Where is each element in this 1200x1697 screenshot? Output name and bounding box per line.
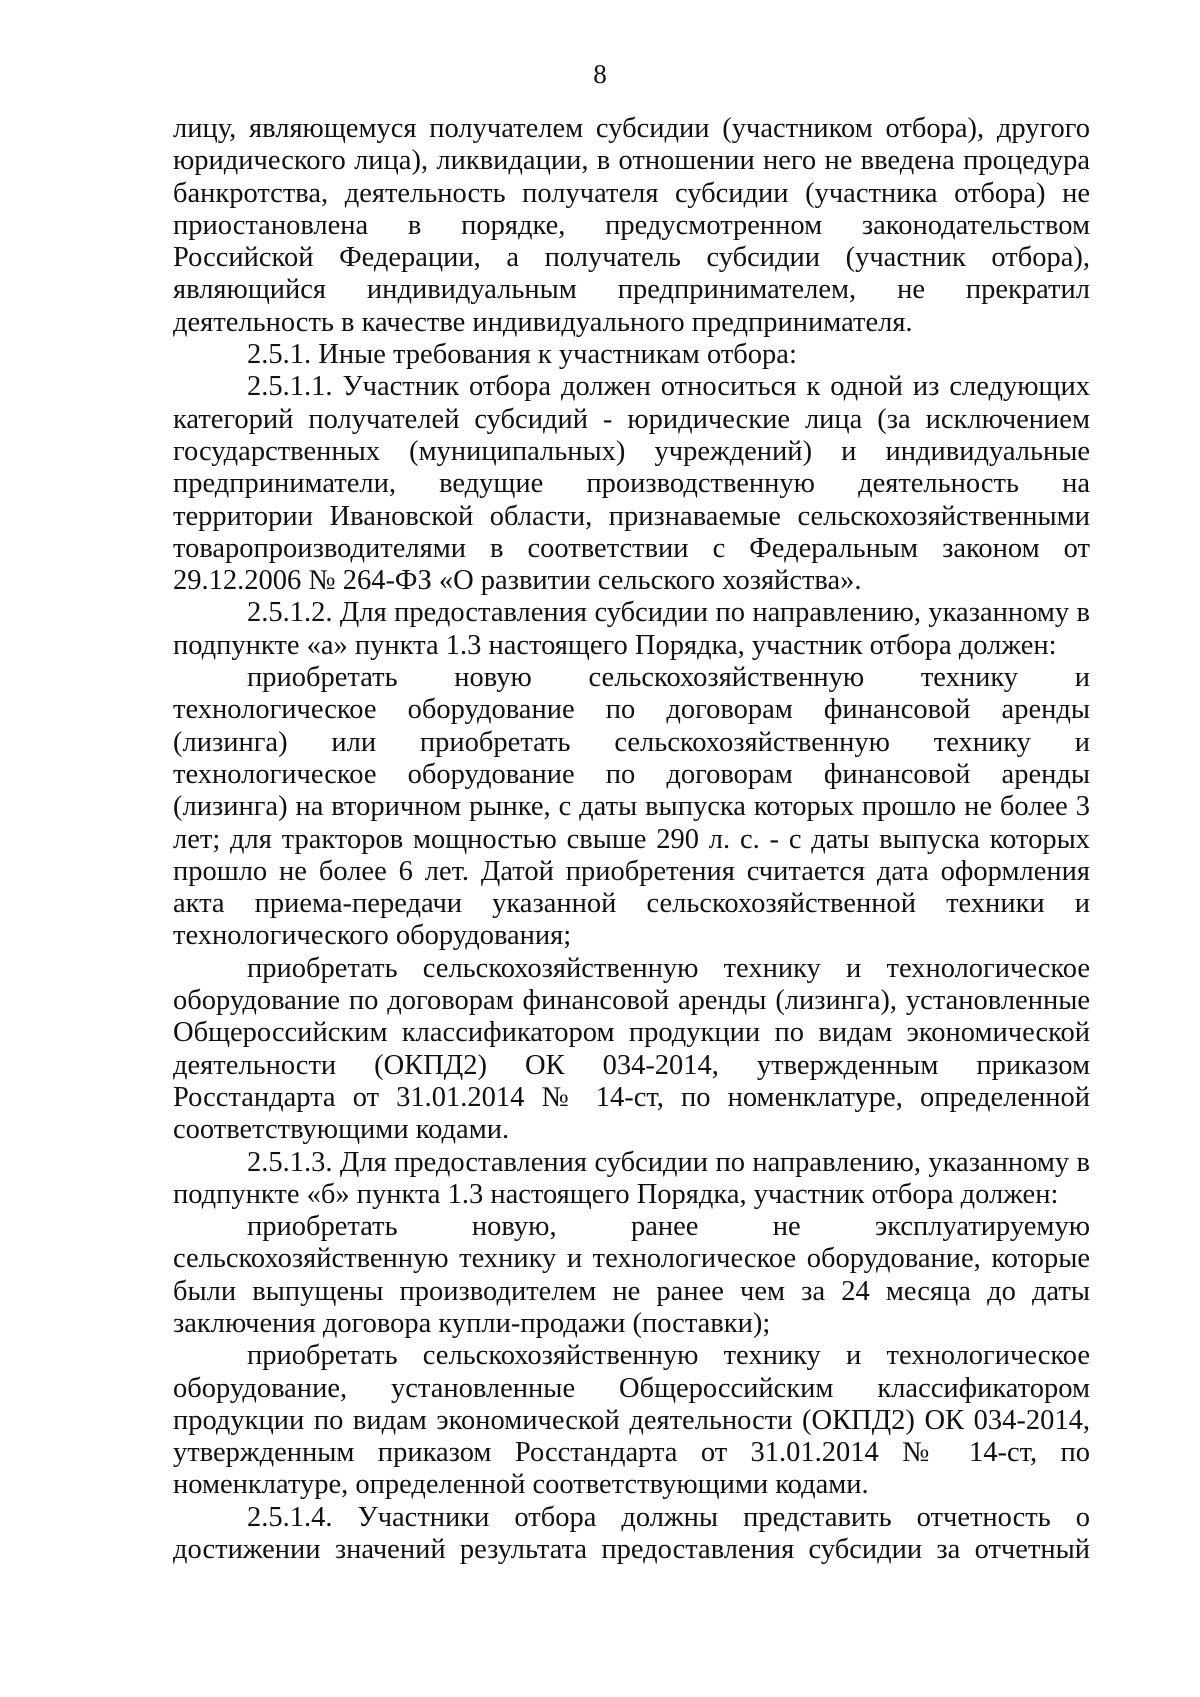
paragraph-2-5-1-2-item-2: приобретать сельскохозяйственную технику и технологическое оборудование по договорам финансовой аренды (лизинга), установленные Общероссийским классификатором продукции по видам экономической деятельности (ОКПД2) ОК 034-2014, утвержденным приказом Росстандарта от 31.01.2014 № 14-ст, по номенклатуре, определенной соответствующими кодами. (173, 952, 1090, 1146)
page-number: 8 (593, 59, 607, 89)
paragraph-2-5-1-2-item-1: приобретать новую сельскохозяйственную технику и технологическое оборудование по договорам финансовой аренды (лизинга) или приобретать сельскохозяйственную технику и технологическое оборудование по договорам финансовой аренды (лизинга) на вторичном рынке, с даты выпуска которых прошло не более 3 лет; для тракторов мощностью свыше 290 л. с. - с даты выпуска которых прошло не более 6 лет. Датой приобретения считается дата оформления акта приема-передачи указанной сельскохозяйственной техники и технологического оборудования; (173, 662, 1090, 952)
paragraph-2-5-1-3-item-1: приобретать новую, ранее не эксплуатируемую сельскохозяйственную технику и технологическое оборудование, которые были выпущены производителем не ранее чем за 24 месяца до даты заключения договора купли-продажи (поставки); (173, 1211, 1090, 1339)
paragraph-2-5-1-3: 2.5.1.3. Для предоставления субсидии по направлению, указанному в подпункте «б» пункта 1.3 настоящего Порядка, участник отбора должен: (173, 1146, 1090, 1210)
paragraph-continuation: лицу, являющемуся получателем субсидии (участником отбора), другого юридического лица), ликвидации, в отношении него не введена процедура банкротства, деятельность получателя субсидии (участника отбора) не приостановлена в порядке, предусмотренном законодательством Российской Федерации, а получатель субсидии (участник отбора), являющийся индивидуальным предпринимателем, не прекратил деятельность в качестве индивидуального предпринимателя. (173, 113, 1090, 338)
paragraph-2-5-1: 2.5.1. Иные требования к участникам отбора: (247, 339, 797, 371)
paragraph-2-5-1-3-item-2: приобретать сельскохозяйственную технику и технологическое оборудование, установленные Общероссийским классификатором продукции по видам экономической деятельности (ОКПД2) ОК 034-2014, утвержденным приказом Росстандарта от 31.01.2014 № 14-ст, по номенклатуре, определенной соответствующими кодами. (173, 1340, 1090, 1501)
paragraph-2-5-1-1: 2.5.1.1. Участник отбора должен относиться к одной из следующих категорий получателей субсидий - юридические лица (за исключением государственных (муниципальных) учреждений) и индивидуальные предприниматели, ведущие производственную деятельность на территории Ивановской области, признаваемые сельскохозяйственными товаропроизводителями в соответствии с Федеральным законом от 29.12.2006 № 264-ФЗ «О развитии сельского хозяйства». (173, 371, 1090, 597)
paragraph-2-5-1-2: 2.5.1.2. Для предоставления субсидии по направлению, указанному в подпункте «а» пункта 1.3 настоящего Порядка, участник отбора должен: (173, 597, 1090, 661)
paragraph-2-5-1-4: 2.5.1.4. Участники отбора должны представить отчетность о достижении значений результата предоставления субсидии за отчетный (173, 1501, 1090, 1566)
document-body (173, 113, 1090, 1566)
